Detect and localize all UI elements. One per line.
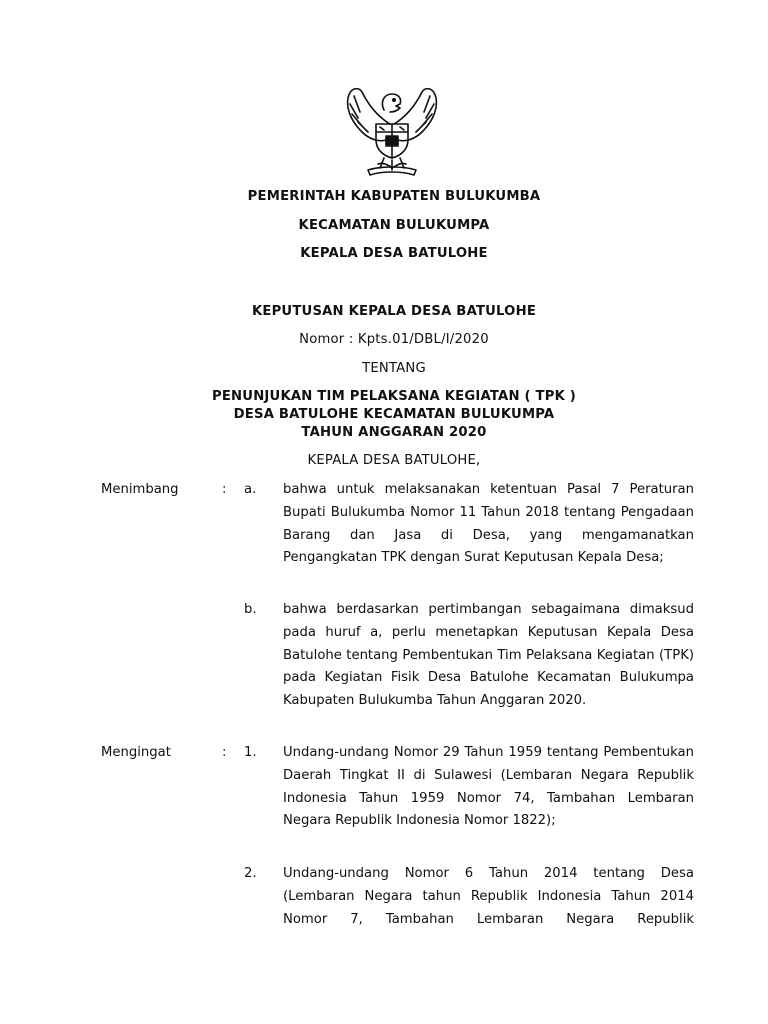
decree-issuer: KEPALA DESA BATULOHE, xyxy=(307,453,481,468)
menimbang-item-b-text: bahwa berdasarkan pertimbangan sebagaimana dimaksud pada huruf a, perlu menetapkan Keputusan Kepala Desa Batulohe tentang Pembentukan Tim Pelaksana Kegiatan (TPK) pada Kegiatan Fisik Desa Batulohe Kecamatan Bulukumpa Kabupaten Bulukumba Tahun Anggaran 2020. xyxy=(283,602,694,709)
decree-number: Nomor : Kpts.01/DBL/I/2020 xyxy=(299,332,489,347)
decree-subject-line-1: PENUNJUKAN TIM PELAKSANA KEGIATAN ( TPK ) xyxy=(211,389,577,404)
decree-about: TENTANG xyxy=(362,361,426,376)
garuda-emblem-icon xyxy=(340,82,444,178)
decree-title: KEPUTUSAN KEPALA DESA BATULOHE xyxy=(251,304,537,319)
header-district: KECAMATAN BULUKUMPA xyxy=(298,218,490,233)
decree-subject-line-3: TAHUN ANGGARAN 2020 xyxy=(301,425,487,440)
menimbang-item-b-marker: b. xyxy=(244,602,257,617)
mengingat-item-1-text: Undang-undang Nomor 29 Tahun 1959 tentang Pembentukan Daerah Tingkat II di Sulawesi (Lembaran Negara Republik Indonesia Tahun 1959 Nomor 74, Tambahan Lembaran Negara Republik Indonesia Nomor 1822); xyxy=(283,745,694,829)
decree-subject-line-2: DESA BATULOHE KECAMATAN BULUKUMPA xyxy=(233,407,555,422)
mengingat-item-2-marker: 2. xyxy=(244,866,257,881)
mengingat-item-2-text: Undang-undang Nomor 6 Tahun 2014 tentang Desa (Lembaran Negara tahun Republik Indonesia Tahun 2014 Nomor 7, Tambahan Lembaran Negara Republik xyxy=(283,866,694,927)
header-village-head: KEPALA DESA BATULOHE xyxy=(300,246,488,261)
menimbang-colon: : xyxy=(222,482,227,497)
mengingat-label: Mengingat xyxy=(101,745,171,760)
menimbang-item-a-marker: a. xyxy=(244,482,257,497)
header-government: PEMERINTAH KABUPATEN BULUKUMBA xyxy=(247,189,541,204)
mengingat-colon: : xyxy=(222,745,227,760)
menimbang-item-a-text: bahwa untuk melaksanakan ketentuan Pasal 7 Peraturan Bupati Bulukumba Nomor 11 Tahun 2018 tentang Pengadaan Barang dan Jasa di Desa, yang mengamanatkan Pengangkatan TPK dengan Surat Keputusan Kepala Desa; xyxy=(283,482,694,566)
menimbang-label: Menimbang xyxy=(101,482,179,497)
mengingat-item-1-marker: 1. xyxy=(244,745,257,760)
